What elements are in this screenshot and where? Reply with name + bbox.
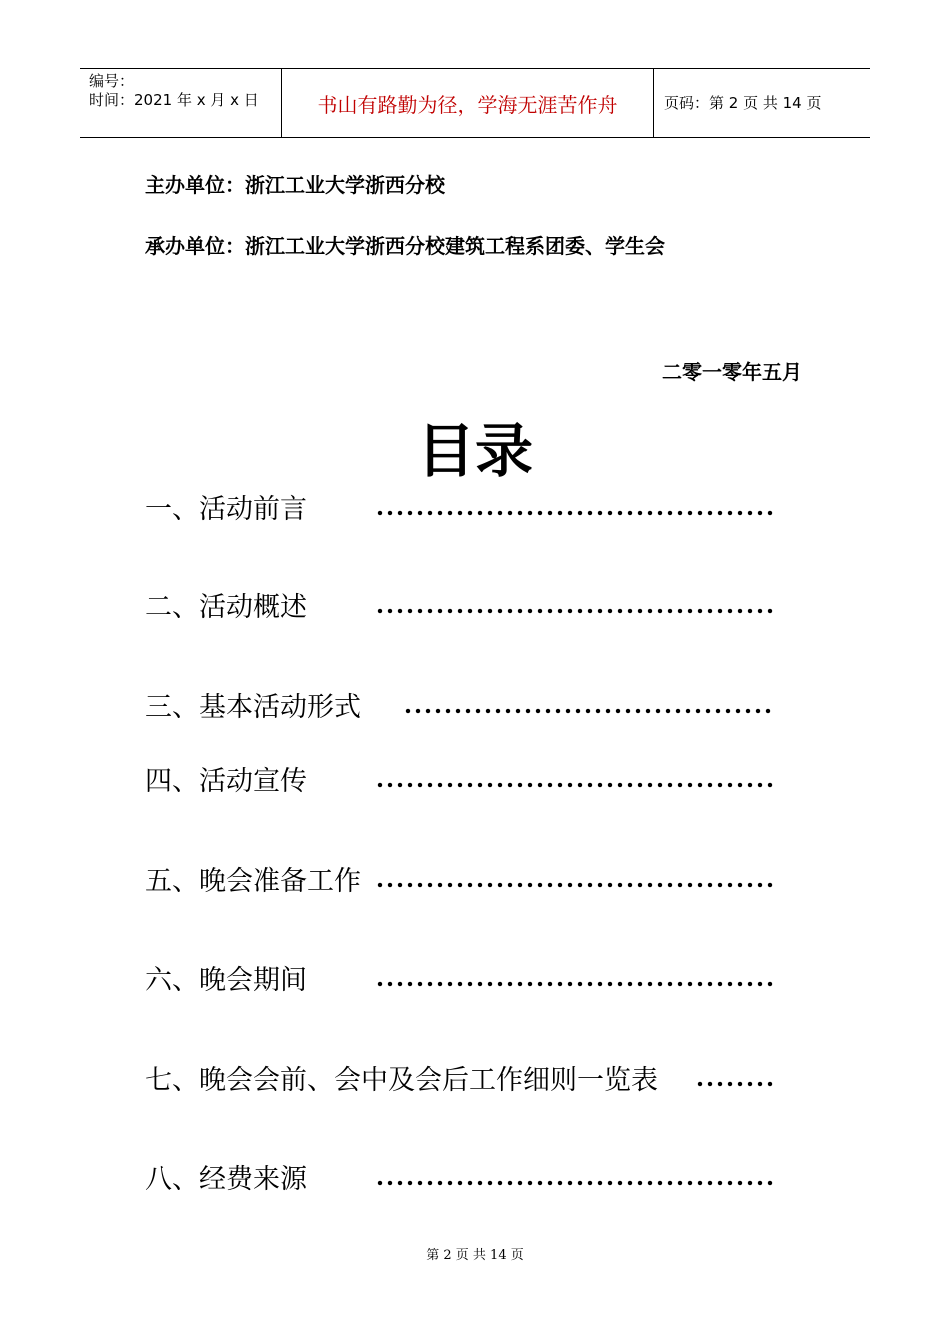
number-label: 编号： (89, 72, 135, 90)
toc-item-label: 三、基本活动形式 (145, 692, 361, 723)
page-footer: 第 2 页 共 14 页 (426, 1248, 524, 1263)
header-page-info: 页码：第 2 页 共 14 页 (664, 94, 822, 112)
undertaking-organizer: 承办单位：浙江工业大学浙西分校建筑工程系团委、学生会 (145, 234, 665, 258)
toc-leader-dots (375, 1180, 775, 1186)
toc-item-label: 八、经费来源 (145, 1164, 307, 1195)
toc-item-label: 一、活动前言 (145, 494, 307, 525)
toc-leader-dots (695, 1081, 775, 1087)
toc-item-label: 五、晚会准备工作 (145, 866, 361, 897)
toc-leader-dots (375, 608, 775, 614)
toc-item-label: 六、晚会期间 (145, 965, 307, 996)
toc-title: 目录 (416, 417, 533, 485)
header-motto-cell (282, 69, 654, 137)
time-label: 时间：2021 年 x 月 x 日 (89, 91, 259, 109)
toc-item-label: 四、活动宣传 (145, 766, 307, 797)
toc-item-label: 二、活动概述 (145, 592, 307, 623)
toc-leader-dots (375, 981, 775, 987)
page-header (80, 68, 870, 138)
toc-leader-dots (403, 708, 775, 714)
header-meta-cell (80, 69, 282, 137)
document-date: 二零一零年五月 (662, 360, 802, 384)
toc-leader-dots (375, 882, 775, 888)
motto-text: 书山有路勤为径，学海无涯苦作舟 (317, 93, 618, 117)
toc-leader-dots (375, 782, 775, 788)
host-organizer: 主办单位：浙江工业大学浙西分校 (145, 173, 445, 197)
header-page-cell (654, 69, 870, 137)
toc-leader-dots (375, 510, 775, 516)
toc-item-label: 七、晚会会前、会中及会后工作细则一览表 (145, 1065, 658, 1096)
